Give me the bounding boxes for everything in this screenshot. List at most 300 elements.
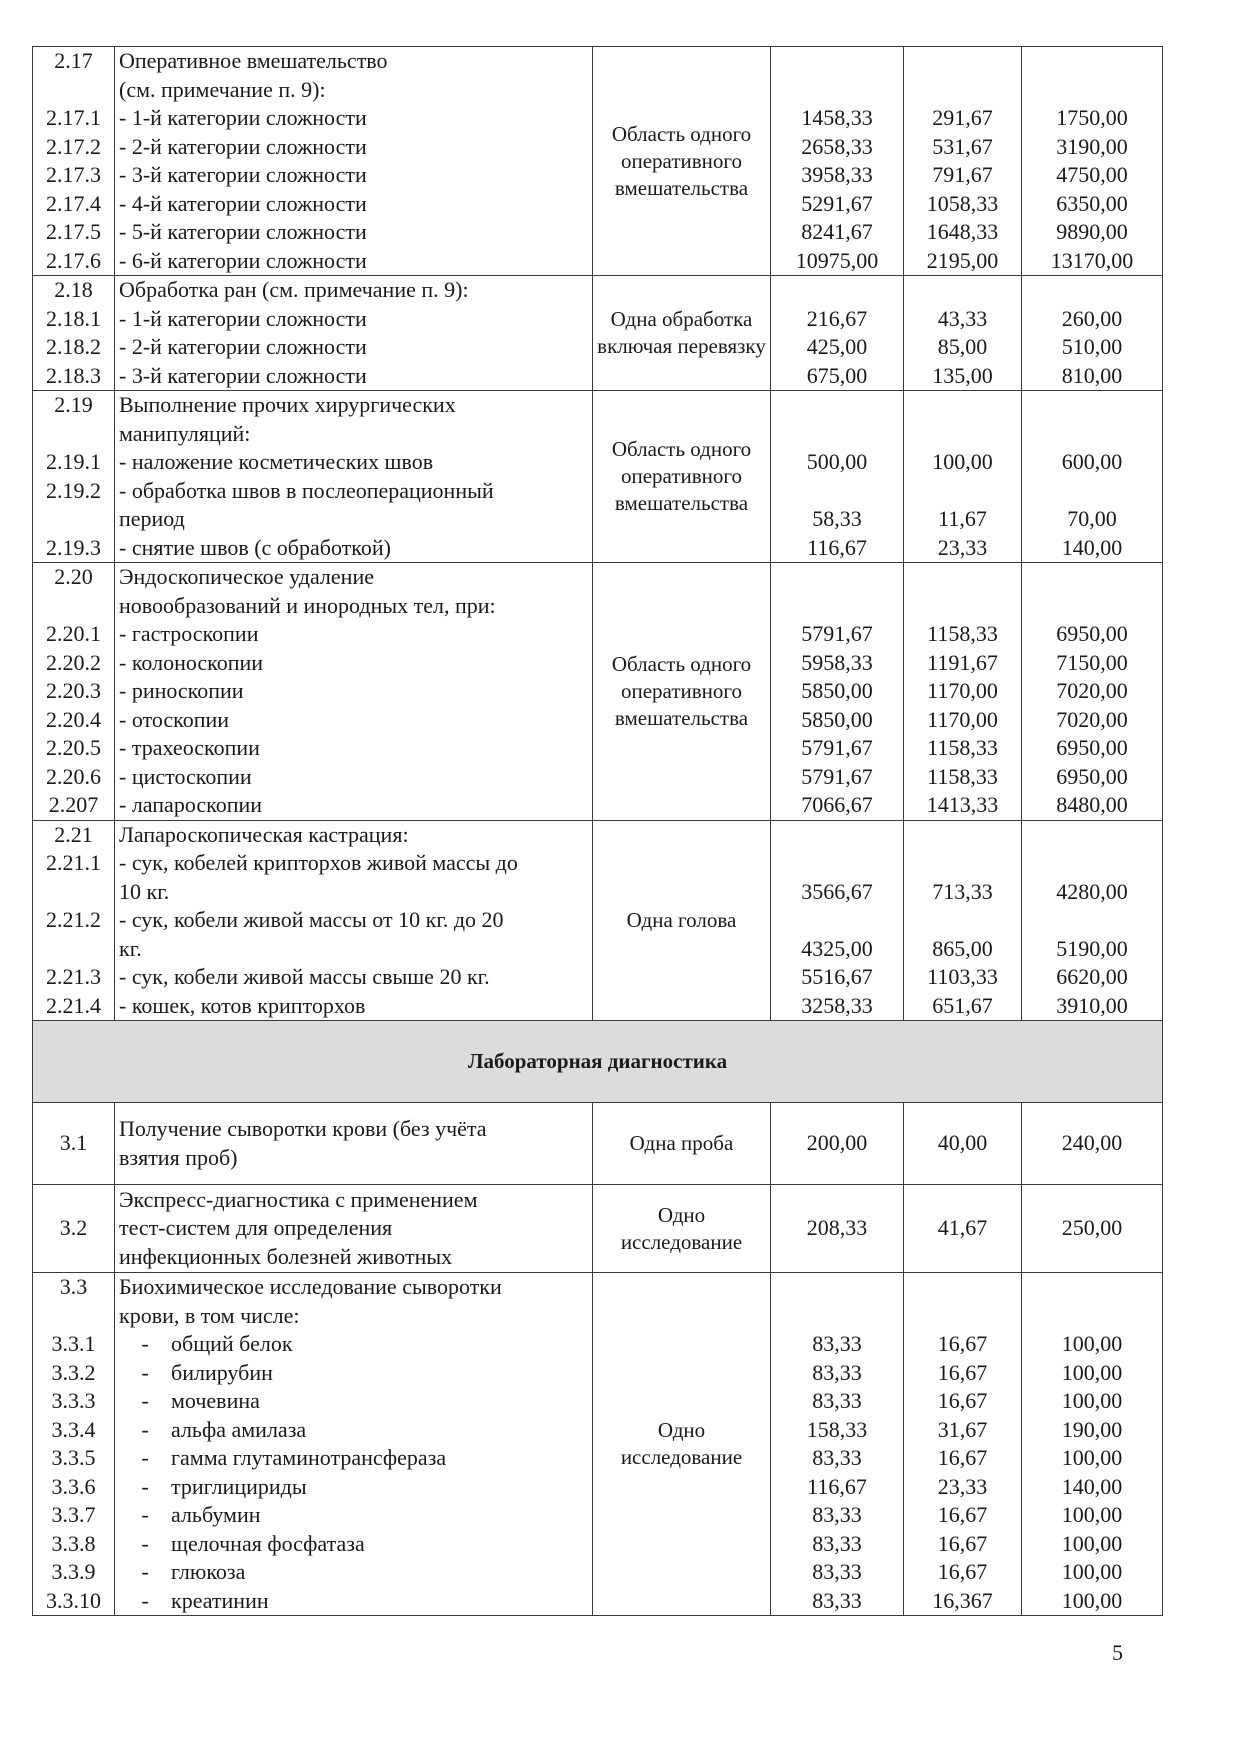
item-name: креатинин: [171, 1587, 269, 1613]
price-with-vat: 240,00: [1022, 1103, 1163, 1185]
bullet-dash: -: [141, 1502, 149, 1527]
vat-amount: [908, 592, 1017, 621]
item-code: 2.20: [54, 564, 93, 589]
vat-amount: 1158,33: [927, 763, 998, 789]
item-name: - 1-й категории сложности: [119, 305, 367, 331]
item-code: 3.3.4: [51, 1416, 96, 1442]
price-no-vat-column: [771, 391, 904, 563]
vat-amount: 16,67: [937, 1359, 988, 1385]
price-with-vat: 600,00: [1061, 449, 1123, 474]
item-name: гамма глутаминотрансфераза: [171, 1445, 447, 1470]
vat-amount: 23,33: [937, 534, 988, 560]
price-no-vat: 83,33: [812, 1502, 862, 1527]
item-name-line: [119, 1359, 588, 1388]
price-with-vat: 7020,00: [1056, 706, 1128, 732]
item-name: щелочная фосфатаза: [171, 1530, 365, 1556]
vat-amount-column: [904, 276, 1022, 391]
item-name: - трахеоскопии: [119, 735, 260, 760]
page-number: 5: [1112, 1640, 1123, 1665]
price-with-vat: 9890,00: [1056, 219, 1128, 244]
vat-amount-column: [904, 563, 1022, 821]
vat-amount: 1170,00: [927, 678, 998, 703]
price-no-vat: 5291,67: [801, 190, 873, 216]
price-with-vat: 3190,00: [1056, 133, 1128, 159]
vat-amount: 11,67: [938, 506, 987, 531]
item-name: - цистоскопии: [119, 763, 252, 789]
price-with-vat: 7020,00: [1056, 678, 1128, 703]
price-with-vat: 140,00: [1061, 1473, 1123, 1499]
item-name: Обработка ран (см. примечание п. 9):: [119, 277, 469, 302]
price-with-vat: 100,00: [1061, 1388, 1123, 1413]
price-no-vat: [775, 477, 899, 506]
item-code: 3.3.5: [51, 1445, 96, 1470]
item-name: кг.: [119, 935, 142, 961]
price-no-vat: 116,67: [807, 534, 867, 560]
vat-amount: 1158,33: [927, 735, 998, 760]
item-name: глюкоза: [171, 1559, 246, 1584]
item-name: - 6-й категории сложности: [119, 247, 367, 273]
vat-amount-column: [904, 47, 1022, 276]
vat-amount: 16,67: [937, 1559, 988, 1584]
price-no-vat-column: [771, 1273, 904, 1616]
table-row: [33, 1185, 1163, 1273]
price-no-vat: 5958,33: [801, 649, 873, 675]
price-no-vat: 5850,00: [801, 706, 873, 732]
item-code: [37, 420, 110, 449]
item-code: 3.3.8: [51, 1530, 96, 1556]
price-with-vat: 250,00: [1022, 1185, 1163, 1273]
price-with-vat: [1026, 391, 1158, 420]
item-name: 10 кг.: [119, 878, 170, 904]
item-code: 2.20.2: [46, 649, 101, 675]
table-row: [33, 1103, 1163, 1185]
item-name: Оперативное вмешательство: [119, 48, 388, 73]
item-name: Эндоскопическое удаление: [119, 564, 374, 589]
item-code: 3.1: [33, 1103, 115, 1185]
vat-amount: 16,67: [937, 1445, 988, 1470]
vat-amount: [908, 276, 1017, 305]
item-code: 3.3.2: [51, 1359, 96, 1385]
item-name-line: [119, 1558, 588, 1587]
price-with-vat: 13170,00: [1050, 247, 1134, 273]
section-title: Лабораторная диагностика: [33, 1021, 1163, 1103]
item-code: [37, 935, 110, 964]
price-with-vat: 100,00: [1061, 1445, 1123, 1470]
price-with-vat: [1026, 47, 1158, 76]
vat-amount: 1103,33: [927, 964, 998, 989]
price-no-vat-column: [771, 563, 904, 821]
bullet-dash: -: [141, 1359, 149, 1385]
bullet-dash: -: [141, 1473, 149, 1499]
table-row: [33, 47, 1163, 276]
price-with-vat: 8480,00: [1056, 792, 1128, 817]
item-name: Биохимическое исследование сыворотки: [119, 1274, 502, 1299]
item-code: [37, 592, 110, 621]
price-no-vat: 8241,67: [801, 219, 873, 244]
price-no-vat: 216,67: [806, 305, 868, 331]
table-row: [33, 276, 1163, 391]
vat-amount: 41,67: [904, 1185, 1022, 1273]
price-no-vat: 425,00: [806, 334, 868, 359]
item-name-column: [115, 563, 593, 821]
vat-amount-column: [904, 1273, 1022, 1616]
item-name: - лапароскопии: [119, 792, 263, 817]
item-code: 2.19.1: [46, 449, 101, 474]
item-name: (см. примечание п. 9):: [119, 76, 326, 102]
price-with-vat-column: [1022, 391, 1163, 563]
table-row: [33, 391, 1163, 563]
price-with-vat: 260,00: [1061, 305, 1123, 331]
price-no-vat: 5791,67: [801, 621, 873, 646]
item-name: - сук, кобели живой массы от 10 кг. до 20: [119, 907, 504, 932]
price-no-vat: 83,33: [812, 1359, 862, 1385]
item-name-line: [119, 1330, 588, 1359]
item-name: триглицириды: [171, 1473, 307, 1499]
item-code-column: [33, 391, 115, 563]
item-name: - гастроскопии: [119, 621, 259, 646]
price-no-vat: 83,33: [812, 1587, 862, 1613]
item-name: - 2-й категории сложности: [119, 334, 367, 359]
vat-amount: [908, 391, 1017, 420]
price-no-vat: [775, 47, 899, 76]
item-code: 2.18.2: [46, 334, 101, 359]
item-name-line: тест-систем для определения: [119, 1215, 393, 1241]
vat-amount: [908, 563, 1017, 592]
price-no-vat: 2658,33: [801, 133, 873, 159]
vat-amount: 2195,00: [926, 247, 999, 273]
price-no-vat: [775, 592, 899, 621]
item-code: 2.17.5: [46, 219, 101, 244]
item-code: 3.3.6: [51, 1473, 96, 1499]
item-code: 2.20.1: [46, 621, 101, 646]
price-with-vat: 1750,00: [1056, 105, 1128, 130]
price-with-vat: 6350,00: [1056, 190, 1128, 216]
price-no-vat-column: [771, 276, 904, 391]
price-no-vat: [775, 420, 899, 449]
item-code-column: [33, 563, 115, 821]
item-name: билирубин: [171, 1359, 273, 1385]
price-no-vat: [775, 276, 899, 305]
price-with-vat-column: [1022, 47, 1163, 276]
item-name: - 1-й категории сложности: [119, 105, 367, 130]
vat-amount: [908, 1273, 1017, 1302]
bullet-dash: -: [141, 1331, 149, 1356]
item-name: - 2-й категории сложности: [119, 133, 367, 159]
price-with-vat: 7150,00: [1056, 649, 1128, 675]
price-with-vat: 70,00: [1067, 506, 1117, 531]
item-name-line: [119, 1587, 588, 1616]
price-no-vat: [775, 849, 899, 878]
price-with-vat: 100,00: [1061, 1587, 1123, 1613]
price-with-vat: [1026, 76, 1158, 105]
vat-amount: 16,67: [937, 1502, 988, 1527]
vat-amount: 531,67: [932, 133, 993, 159]
vat-amount: 40,00: [904, 1103, 1022, 1185]
item-name: - наложение косметических швов: [119, 449, 434, 474]
item-name: Лапароскопическая кастрация:: [119, 821, 409, 847]
price-no-vat: 4325,00: [801, 935, 873, 961]
price-with-vat-column: [1022, 820, 1163, 1021]
price-with-vat: 140,00: [1061, 534, 1123, 560]
item-name-line: [119, 1416, 588, 1445]
item-code: 2.20.6: [46, 763, 101, 789]
unit-cell: Одна голова: [593, 820, 771, 1021]
item-code-column: [33, 1273, 115, 1616]
item-name-column: [115, 1273, 593, 1616]
unit-cell: Одна обработка включая перевязку: [593, 276, 771, 391]
vat-amount: 1413,33: [926, 792, 999, 817]
table-row: [33, 1273, 1163, 1616]
item-name: - снятие швов (с обработкой): [119, 534, 391, 560]
vat-amount: 1648,33: [926, 219, 999, 244]
item-name-line: [119, 1530, 588, 1559]
vat-amount: 31,67: [937, 1416, 988, 1442]
vat-amount: 291,67: [932, 105, 993, 130]
vat-amount: [908, 906, 1017, 935]
price-with-vat: 810,00: [1061, 362, 1123, 388]
price-table: [32, 46, 1163, 1616]
vat-amount-column: [904, 391, 1022, 563]
price-with-vat: [1026, 821, 1158, 850]
price-no-vat: 5516,67: [801, 964, 873, 989]
vat-amount: [908, 1302, 1017, 1331]
price-no-vat: 200,00: [771, 1103, 904, 1185]
price-no-vat: [775, 821, 899, 850]
price-with-vat: 6950,00: [1056, 763, 1128, 789]
price-with-vat: 100,00: [1061, 1559, 1123, 1584]
item-code: 3.3.10: [46, 1587, 101, 1613]
vat-amount: 16,67: [937, 1331, 988, 1356]
price-with-vat: 6950,00: [1056, 621, 1128, 646]
unit-cell: Область одного оперативного вмешательства: [593, 563, 771, 821]
item-name: период: [119, 506, 185, 531]
item-code: [37, 505, 110, 534]
item-name: - 4-й категории сложности: [119, 190, 367, 216]
section-row: [33, 1021, 1163, 1103]
item-code: 2.20.4: [46, 706, 101, 732]
vat-amount: 865,00: [932, 935, 993, 961]
price-with-vat: [1026, 276, 1158, 305]
item-name: - 3-й категории сложности: [119, 362, 367, 388]
unit-cell: Область одного оперативного вмешательства: [593, 391, 771, 563]
item-name: - колоноскопии: [119, 649, 264, 675]
price-with-vat: 100,00: [1061, 1331, 1123, 1356]
vat-amount: [908, 477, 1017, 506]
item-code: 3.3.3: [51, 1388, 96, 1413]
price-no-vat: [775, 1273, 899, 1302]
item-code: 2.17: [54, 48, 93, 73]
unit-cell: Одна проба: [593, 1103, 771, 1185]
item-code: 2.21.4: [46, 992, 101, 1018]
item-code: 2.20.5: [46, 735, 101, 760]
item-code: 2.20.3: [46, 678, 101, 703]
item-name: - сук, кобелей крипторхов живой массы до: [119, 850, 518, 875]
vat-amount: 1058,33: [926, 190, 999, 216]
item-name: - сук, кобели живой массы свыше 20 кг.: [119, 964, 490, 989]
price-no-vat: 158,33: [806, 1416, 868, 1442]
price-with-vat: [1026, 563, 1158, 592]
price-with-vat: [1026, 849, 1158, 878]
price-no-vat: [775, 76, 899, 105]
item-code-column: [33, 47, 115, 276]
price-with-vat: 6620,00: [1056, 964, 1128, 989]
price-no-vat: 208,33: [771, 1185, 904, 1273]
vat-amount: 23,33: [937, 1473, 988, 1499]
item-name: новообразований и инородных тел, при:: [119, 592, 496, 618]
item-name-line: [119, 1444, 588, 1473]
bullet-dash: -: [141, 1445, 149, 1470]
unit-cell: Область одного оперативного вмешательства: [593, 47, 771, 276]
price-no-vat: 10975,00: [795, 247, 879, 273]
price-with-vat: 190,00: [1061, 1416, 1123, 1442]
item-code: 2.18: [54, 277, 93, 302]
item-name: Выполнение прочих хирургических: [119, 392, 456, 417]
item-code: 2.19.2: [46, 477, 101, 503]
price-no-vat: 7066,67: [801, 792, 873, 817]
price-no-vat: 83,33: [812, 1331, 862, 1356]
vat-amount: 1170,00: [927, 706, 998, 732]
vat-amount: 713,33: [932, 878, 993, 904]
vat-amount: 16,67: [937, 1388, 988, 1413]
item-name-line: Экспресс-диагностика с применением: [119, 1186, 478, 1212]
item-name: альфа амилаза: [171, 1416, 307, 1442]
item-code: 2.17.3: [46, 162, 101, 187]
item-name-line: [119, 1473, 588, 1502]
price-no-vat: 83,33: [812, 1530, 862, 1556]
item-code: 3.2: [33, 1185, 115, 1273]
price-no-vat: 5791,67: [801, 735, 873, 760]
item-code: [37, 878, 110, 907]
item-code: 2.17.4: [46, 190, 101, 216]
price-no-vat: 116,67: [807, 1473, 867, 1499]
price-no-vat: 83,33: [812, 1388, 862, 1413]
vat-amount: 16,367: [932, 1587, 993, 1613]
unit-cell: Одно исследование: [593, 1273, 771, 1616]
item-name: крови, в том числе:: [119, 1302, 300, 1328]
item-code: 3.3.7: [51, 1502, 96, 1527]
vat-amount: 791,67: [932, 162, 993, 187]
item-code-column: [33, 820, 115, 1021]
price-with-vat: 100,00: [1061, 1502, 1123, 1527]
price-with-vat-column: [1022, 563, 1163, 821]
vat-amount: [908, 420, 1017, 449]
item-name: [115, 1103, 593, 1185]
price-no-vat-column: [771, 47, 904, 276]
price-with-vat-column: [1022, 276, 1163, 391]
price-with-vat: [1026, 592, 1158, 621]
price-with-vat: 100,00: [1061, 1359, 1123, 1385]
item-code: 2.17.2: [46, 133, 101, 159]
unit-cell: Одно исследование: [593, 1185, 771, 1273]
price-with-vat: 6950,00: [1056, 735, 1128, 760]
item-name: мочевина: [171, 1388, 260, 1413]
vat-amount: 85,00: [937, 334, 988, 359]
item-name-column: [115, 276, 593, 391]
item-name-line: инфекционных болезней животных: [119, 1243, 453, 1269]
price-no-vat: 500,00: [806, 449, 868, 474]
item-name-column: [115, 820, 593, 1021]
price-no-vat: 5791,67: [801, 763, 873, 789]
price-no-vat: [775, 391, 899, 420]
price-no-vat: 58,33: [812, 506, 862, 531]
item-code: 2.17.1: [46, 105, 101, 130]
item-code: 2.21.3: [46, 964, 101, 989]
price-with-vat: 5190,00: [1056, 935, 1128, 961]
vat-amount: [908, 47, 1017, 76]
item-name-column: [115, 391, 593, 563]
vat-amount: 43,33: [937, 305, 988, 331]
table-row: [33, 820, 1163, 1021]
item-code: 2.17.6: [46, 247, 101, 273]
item-code-column: [33, 276, 115, 391]
item-code: 2.21: [54, 821, 93, 847]
item-name-line: Получение сыворотки крови (без учёта: [119, 1116, 487, 1141]
item-code: 2.21.2: [46, 907, 101, 932]
vat-amount: [908, 821, 1017, 850]
price-no-vat: 83,33: [812, 1445, 862, 1470]
vat-amount: 135,00: [932, 362, 993, 388]
item-code: 3.3.1: [51, 1331, 96, 1356]
item-name-line: [119, 1387, 588, 1416]
table-row: [33, 563, 1163, 821]
item-name: манипуляций:: [119, 420, 251, 446]
item-name-column: [115, 47, 593, 276]
price-no-vat: [775, 906, 899, 935]
item-name: - 3-й категории сложности: [119, 162, 367, 187]
price-with-vat-column: [1022, 1273, 1163, 1616]
price-with-vat: 3910,00: [1056, 992, 1128, 1018]
price-no-vat: 3958,33: [801, 162, 873, 187]
price-with-vat: 4280,00: [1056, 878, 1128, 904]
price-with-vat: 4750,00: [1056, 162, 1128, 187]
vat-amount: 1158,33: [927, 621, 998, 646]
price-with-vat: [1026, 1273, 1158, 1302]
price-with-vat: 510,00: [1061, 334, 1123, 359]
item-name-line: [119, 1501, 588, 1530]
item-name: общий белок: [171, 1331, 293, 1356]
price-no-vat-column: [771, 820, 904, 1021]
item-name: - кошек, котов крипторхов: [119, 992, 366, 1018]
item-code: 2.21.1: [46, 850, 101, 875]
vat-amount-column: [904, 820, 1022, 1021]
bullet-dash: -: [141, 1559, 149, 1584]
item-code: 3.3.9: [51, 1559, 96, 1584]
item-code: 2.19.3: [46, 534, 101, 560]
price-with-vat: [1026, 477, 1158, 506]
price-no-vat: 675,00: [806, 362, 868, 388]
item-code: 2.18.1: [46, 305, 101, 331]
bullet-dash: -: [141, 1388, 149, 1413]
price-with-vat: [1026, 1302, 1158, 1331]
bullet-dash: -: [141, 1530, 149, 1556]
price-no-vat: 3258,33: [801, 992, 873, 1018]
item-name: - обработка швов в послеоперационный: [119, 477, 494, 503]
item-name: - отоскопии: [119, 706, 230, 732]
price-no-vat: 3566,67: [801, 878, 873, 904]
item-code: [37, 76, 110, 105]
vat-amount: 651,67: [932, 992, 993, 1018]
vat-amount: 1191,67: [927, 649, 998, 675]
item-code: 2.19: [54, 392, 93, 417]
price-no-vat: 5850,00: [801, 678, 873, 703]
item-code: [37, 1302, 110, 1331]
item-code: 2.18.3: [46, 362, 101, 388]
price-no-vat: 83,33: [812, 1559, 862, 1584]
price-with-vat: [1026, 906, 1158, 935]
price-with-vat: [1026, 420, 1158, 449]
price-no-vat: [775, 1302, 899, 1331]
price-with-vat: 100,00: [1061, 1530, 1123, 1556]
